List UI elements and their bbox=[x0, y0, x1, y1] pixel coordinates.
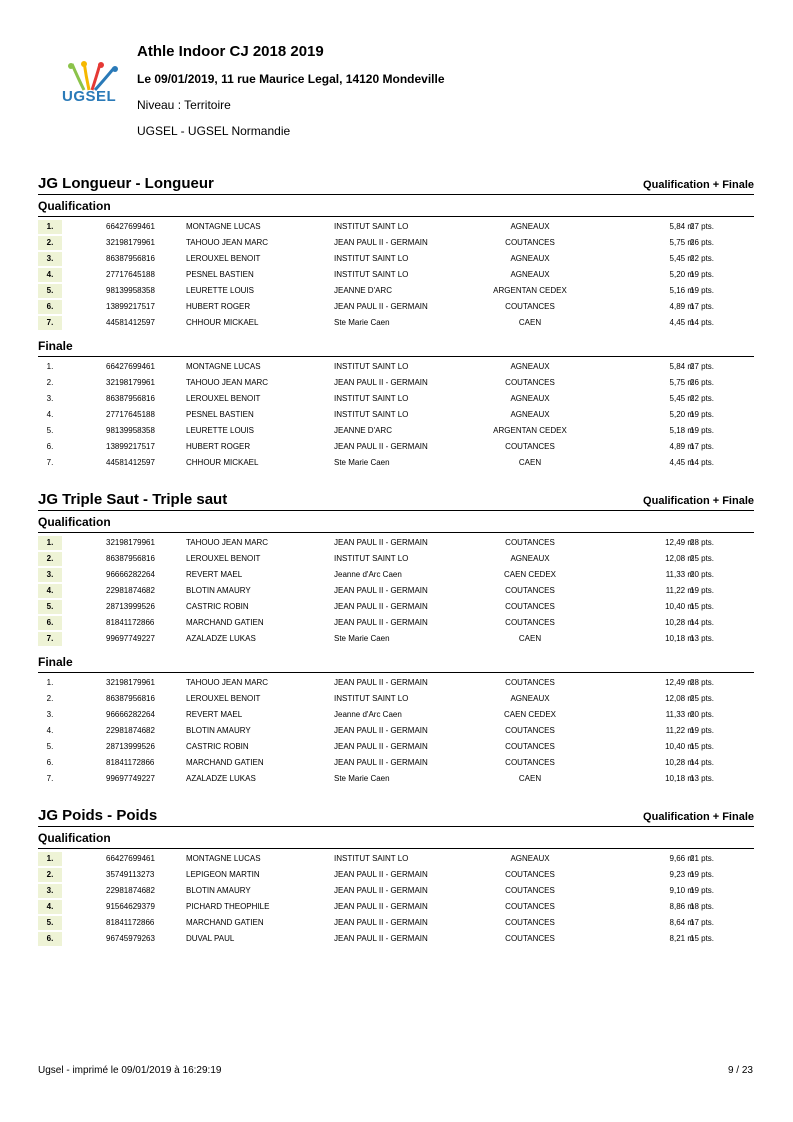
rank-cell: 1. bbox=[46, 678, 54, 687]
rank-cell: 6. bbox=[38, 300, 62, 314]
city-cell: CAEN bbox=[518, 318, 542, 327]
city-cell: AGNEAUX bbox=[510, 410, 550, 419]
points-cell: 26 pts. bbox=[690, 238, 715, 247]
points-cell: 19 pts. bbox=[690, 586, 715, 595]
event-title: JG Triple Saut - Triple saut bbox=[38, 491, 228, 508]
city-cell: COUTANCES bbox=[505, 726, 555, 735]
rank-cell: 5. bbox=[46, 426, 54, 435]
points-cell: 28 pts. bbox=[690, 538, 715, 547]
license-cell: 81841172866 bbox=[106, 918, 155, 927]
license-cell: 44581412597 bbox=[106, 458, 155, 467]
event-longueur bbox=[38, 174, 754, 471]
table-row bbox=[38, 851, 754, 867]
club-cell: JEAN PAUL II - GERMAIN bbox=[334, 538, 428, 547]
results-list bbox=[38, 359, 754, 471]
points-cell: 21 pts. bbox=[690, 854, 715, 863]
athlete-name-cell: AZALADZE LUKAS bbox=[186, 634, 256, 643]
results-list bbox=[38, 535, 754, 647]
performance-cell: 10,18 m bbox=[665, 634, 694, 643]
rank-cell: 6. bbox=[38, 616, 62, 630]
points-cell: 26 pts. bbox=[690, 378, 715, 387]
rank-cell: 2. bbox=[46, 694, 54, 703]
table-row bbox=[38, 251, 754, 267]
table-row bbox=[38, 235, 754, 251]
license-cell: 22981874682 bbox=[106, 726, 155, 735]
event-title: JG Poids - Poids bbox=[38, 807, 158, 824]
meeting-organization: UGSEL - UGSEL Normandie bbox=[137, 124, 291, 138]
points-cell: 19 pts. bbox=[690, 286, 715, 295]
club-cell: JEAN PAUL II - GERMAIN bbox=[334, 902, 428, 911]
city-cell: AGNEAUX bbox=[510, 254, 550, 263]
performance-cell: 10,18 m bbox=[665, 774, 694, 783]
license-cell: 66427699461 bbox=[106, 854, 155, 863]
city-cell: ARGENTAN CEDEX bbox=[493, 286, 567, 295]
performance-cell: 10,28 m bbox=[665, 758, 694, 767]
athlete-name-cell: LEROUXEL BENOIT bbox=[186, 694, 261, 703]
club-cell: JEAN PAUL II - GERMAIN bbox=[334, 238, 428, 247]
license-cell: 28713999526 bbox=[106, 602, 155, 611]
athlete-name-cell: MONTAGNE LUCAS bbox=[186, 362, 261, 371]
club-cell: INSTITUT SAINT LO bbox=[334, 222, 409, 231]
license-cell: 35749113273 bbox=[106, 870, 155, 879]
rank-cell: 6. bbox=[46, 758, 54, 767]
athlete-name-cell: CASTRIC ROBIN bbox=[186, 602, 249, 611]
table-row bbox=[38, 391, 754, 407]
city-cell: COUTANCES bbox=[505, 442, 555, 451]
performance-cell: 11,22 m bbox=[665, 726, 694, 735]
rank-cell: 2. bbox=[46, 378, 54, 387]
rank-cell: 5. bbox=[38, 600, 62, 614]
club-cell: INSTITUT SAINT LO bbox=[334, 362, 409, 371]
license-cell: 27717645188 bbox=[106, 410, 155, 419]
athlete-name-cell: CASTRIC ROBIN bbox=[186, 742, 249, 751]
rank-cell: 3. bbox=[38, 252, 62, 266]
meeting-date-address: Le 09/01/2019, 11 rue Maurice Legal, 14120 Mondeville bbox=[137, 72, 445, 86]
performance-cell: 12,08 m bbox=[665, 554, 694, 563]
license-cell: 32198179961 bbox=[106, 538, 155, 547]
club-cell: JEAN PAUL II - GERMAIN bbox=[334, 886, 428, 895]
club-cell: Jeanne d'Arc Caen bbox=[334, 710, 402, 719]
city-cell: COUTANCES bbox=[505, 758, 555, 767]
points-cell: 18 pts. bbox=[690, 902, 715, 911]
rank-cell: 4. bbox=[38, 268, 62, 282]
club-cell: JEAN PAUL II - GERMAIN bbox=[334, 934, 428, 943]
license-cell: 86387956816 bbox=[106, 254, 155, 263]
club-cell: JEAN PAUL II - GERMAIN bbox=[334, 870, 428, 879]
points-cell: 14 pts. bbox=[690, 758, 715, 767]
phase-title: Qualification bbox=[38, 197, 754, 217]
points-cell: 14 pts. bbox=[690, 618, 715, 627]
athlete-name-cell: BLOTIN AMAURY bbox=[186, 586, 251, 595]
table-row bbox=[38, 631, 754, 647]
rank-cell: 1. bbox=[38, 220, 62, 234]
performance-cell: 12,49 m bbox=[665, 538, 694, 547]
table-row bbox=[38, 675, 754, 691]
points-cell: 19 pts. bbox=[690, 870, 715, 879]
athlete-name-cell: TAHOUO JEAN MARC bbox=[186, 238, 269, 247]
city-cell: ARGENTAN CEDEX bbox=[493, 426, 567, 435]
athlete-name-cell: CHHOUR MICKAEL bbox=[186, 458, 259, 467]
performance-cell: 9,23 m bbox=[669, 870, 694, 879]
rank-cell: 1. bbox=[38, 536, 62, 550]
rank-cell: 1. bbox=[46, 362, 54, 371]
license-cell: 66427699461 bbox=[106, 362, 155, 371]
city-cell: COUTANCES bbox=[505, 586, 555, 595]
license-cell: 98139958358 bbox=[106, 426, 155, 435]
license-cell: 96666282264 bbox=[106, 570, 155, 579]
event-mode: Qualification + Finale bbox=[643, 495, 754, 507]
club-cell: JEAN PAUL II - GERMAIN bbox=[334, 586, 428, 595]
table-row bbox=[38, 723, 754, 739]
athlete-name-cell: LEROUXEL BENOIT bbox=[186, 254, 261, 263]
page-number: 9 / 23 bbox=[727, 1065, 753, 1076]
table-row bbox=[38, 739, 754, 755]
city-cell: COUTANCES bbox=[505, 602, 555, 611]
rank-cell: 7. bbox=[46, 458, 54, 467]
athlete-name-cell: LEPIGEON MARTIN bbox=[186, 870, 260, 879]
points-cell: 15 pts. bbox=[690, 742, 715, 751]
city-cell: COUTANCES bbox=[505, 918, 555, 927]
rank-cell: 3. bbox=[46, 710, 54, 719]
city-cell: AGNEAUX bbox=[510, 362, 550, 371]
event-poids bbox=[38, 806, 754, 947]
phase-title: Qualification bbox=[38, 829, 754, 849]
rank-cell: 3. bbox=[38, 568, 62, 582]
rank-cell: 2. bbox=[38, 552, 62, 566]
city-cell: AGNEAUX bbox=[510, 694, 550, 703]
performance-cell: 10,40 m bbox=[665, 602, 694, 611]
athlete-name-cell: TAHOUO JEAN MARC bbox=[186, 538, 269, 547]
rank-cell: 5. bbox=[38, 916, 62, 930]
license-cell: 98139958358 bbox=[106, 286, 155, 295]
city-cell: COUTANCES bbox=[505, 886, 555, 895]
club-cell: JEAN PAUL II - GERMAIN bbox=[334, 726, 428, 735]
club-cell: JEAN PAUL II - GERMAIN bbox=[334, 618, 428, 627]
athlete-name-cell: MONTAGNE LUCAS bbox=[186, 222, 261, 231]
rank-cell: 7. bbox=[46, 774, 54, 783]
club-cell: JEANNE D'ARC bbox=[334, 286, 392, 295]
points-cell: 13 pts. bbox=[690, 774, 715, 783]
club-cell: JEAN PAUL II - GERMAIN bbox=[334, 918, 428, 927]
license-cell: 32198179961 bbox=[106, 238, 155, 247]
points-cell: 15 pts. bbox=[690, 602, 715, 611]
performance-cell: 10,28 m bbox=[665, 618, 694, 627]
club-cell: JEAN PAUL II - GERMAIN bbox=[334, 442, 428, 451]
athlete-name-cell: MARCHAND GATIEN bbox=[186, 758, 264, 767]
performance-cell: 5,20 m bbox=[669, 270, 694, 279]
table-row bbox=[38, 867, 754, 883]
license-cell: 32198179961 bbox=[106, 678, 155, 687]
event-title: JG Longueur - Longueur bbox=[38, 175, 214, 192]
athlete-name-cell: REVERT MAEL bbox=[186, 710, 243, 719]
event-mode: Qualification + Finale bbox=[643, 179, 754, 191]
points-cell: 19 pts. bbox=[690, 270, 715, 279]
club-cell: INSTITUT SAINT LO bbox=[334, 270, 409, 279]
city-cell: COUTANCES bbox=[505, 902, 555, 911]
points-cell: 25 pts. bbox=[690, 554, 715, 563]
club-cell: INSTITUT SAINT LO bbox=[334, 394, 409, 403]
table-row bbox=[38, 267, 754, 283]
table-row bbox=[38, 931, 754, 947]
club-cell: JEAN PAUL II - GERMAIN bbox=[334, 742, 428, 751]
city-cell: CAEN bbox=[518, 634, 542, 643]
rank-cell: 7. bbox=[38, 316, 62, 330]
points-cell: 20 pts. bbox=[690, 710, 715, 719]
performance-cell: 10,40 m bbox=[665, 742, 694, 751]
performance-cell: 4,89 m bbox=[669, 302, 694, 311]
points-cell: 14 pts. bbox=[690, 458, 715, 467]
athlete-name-cell: LEROUXEL BENOIT bbox=[186, 394, 261, 403]
rank-cell: 5. bbox=[38, 284, 62, 298]
city-cell: CAEN bbox=[518, 774, 542, 783]
phase-title: Finale bbox=[38, 337, 754, 357]
results-list bbox=[38, 675, 754, 787]
city-cell: COUTANCES bbox=[505, 934, 555, 943]
points-cell: 13 pts. bbox=[690, 634, 715, 643]
license-cell: 96666282264 bbox=[106, 710, 155, 719]
club-cell: Ste Marie Caen bbox=[334, 318, 390, 327]
table-row bbox=[38, 219, 754, 235]
performance-cell: 12,49 m bbox=[665, 678, 694, 687]
performance-cell: 4,45 m bbox=[669, 458, 694, 467]
event-triple-saut bbox=[38, 490, 754, 787]
rank-cell: 1. bbox=[38, 852, 62, 866]
city-cell: AGNEAUX bbox=[510, 222, 550, 231]
athlete-name-cell: BLOTIN AMAURY bbox=[186, 886, 251, 895]
performance-cell: 11,33 m bbox=[665, 710, 694, 719]
athlete-name-cell: AZALADZE LUKAS bbox=[186, 774, 256, 783]
table-row bbox=[38, 755, 754, 771]
license-cell: 86387956816 bbox=[106, 694, 155, 703]
license-cell: 13899217517 bbox=[106, 302, 155, 311]
athlete-name-cell: HUBERT ROGER bbox=[186, 302, 251, 311]
city-cell: COUTANCES bbox=[505, 302, 555, 311]
phase-title: Qualification bbox=[38, 513, 754, 533]
logo-text: UGSEL bbox=[62, 88, 117, 105]
points-cell: 17 pts. bbox=[690, 442, 715, 451]
city-cell: COUTANCES bbox=[505, 238, 555, 247]
city-cell: CAEN CEDEX bbox=[503, 570, 556, 579]
rank-cell: 2. bbox=[38, 868, 62, 882]
athlete-name-cell: MARCHAND GATIEN bbox=[186, 618, 264, 627]
points-cell: 17 pts. bbox=[690, 918, 715, 927]
table-row bbox=[38, 375, 754, 391]
city-cell: AGNEAUX bbox=[510, 394, 550, 403]
table-row bbox=[38, 455, 754, 471]
performance-cell: 5,84 m bbox=[669, 362, 694, 371]
performance-cell: 11,22 m bbox=[665, 586, 694, 595]
club-cell: INSTITUT SAINT LO bbox=[334, 254, 409, 263]
license-cell: 27717645188 bbox=[106, 270, 155, 279]
athlete-name-cell: REVERT MAEL bbox=[186, 570, 243, 579]
rank-cell: 2. bbox=[38, 236, 62, 250]
table-row bbox=[38, 535, 754, 551]
rank-cell: 4. bbox=[38, 584, 62, 598]
athlete-name-cell: MONTAGNE LUCAS bbox=[186, 854, 261, 863]
license-cell: 44581412597 bbox=[106, 318, 155, 327]
points-cell: 22 pts. bbox=[690, 254, 715, 263]
athlete-name-cell: LEROUXEL BENOIT bbox=[186, 554, 261, 563]
club-cell: INSTITUT SAINT LO bbox=[334, 854, 409, 863]
performance-cell: 5,20 m bbox=[669, 410, 694, 419]
points-cell: 27 pts. bbox=[690, 222, 715, 231]
performance-cell: 5,45 m bbox=[669, 254, 694, 263]
city-cell: CAEN bbox=[518, 458, 542, 467]
rank-cell: 6. bbox=[46, 442, 54, 451]
license-cell: 32198179961 bbox=[106, 378, 155, 387]
city-cell: COUTANCES bbox=[505, 678, 555, 687]
performance-cell: 8,86 m bbox=[669, 902, 694, 911]
rank-cell: 4. bbox=[46, 726, 54, 735]
points-cell: 17 pts. bbox=[690, 302, 715, 311]
athlete-name-cell: LEURETTE LOUIS bbox=[186, 426, 255, 435]
club-cell: JEANNE D'ARC bbox=[334, 426, 392, 435]
points-cell: 19 pts. bbox=[690, 410, 715, 419]
points-cell: 19 pts. bbox=[690, 726, 715, 735]
club-cell: JEAN PAUL II - GERMAIN bbox=[334, 602, 428, 611]
club-cell: Jeanne d'Arc Caen bbox=[334, 570, 402, 579]
city-cell: AGNEAUX bbox=[510, 854, 550, 863]
club-cell: Ste Marie Caen bbox=[334, 634, 390, 643]
performance-cell: 4,89 m bbox=[669, 442, 694, 451]
table-row bbox=[38, 583, 754, 599]
city-cell: CAEN CEDEX bbox=[503, 710, 556, 719]
performance-cell: 8,21 m bbox=[669, 934, 694, 943]
athlete-name-cell: TAHOUO JEAN MARC bbox=[186, 678, 269, 687]
club-cell: JEAN PAUL II - GERMAIN bbox=[334, 678, 428, 687]
table-row bbox=[38, 299, 754, 315]
table-row bbox=[38, 423, 754, 439]
points-cell: 19 pts. bbox=[690, 426, 715, 435]
table-row bbox=[38, 551, 754, 567]
club-cell: INSTITUT SAINT LO bbox=[334, 410, 409, 419]
rank-cell: 3. bbox=[38, 884, 62, 898]
table-row bbox=[38, 599, 754, 615]
table-row bbox=[38, 899, 754, 915]
city-cell: COUTANCES bbox=[505, 618, 555, 627]
points-cell: 19 pts. bbox=[690, 886, 715, 895]
points-cell: 28 pts. bbox=[690, 678, 715, 687]
city-cell: AGNEAUX bbox=[510, 270, 550, 279]
table-row bbox=[38, 315, 754, 331]
table-row bbox=[38, 283, 754, 299]
license-cell: 22981874682 bbox=[106, 886, 155, 895]
table-row bbox=[38, 883, 754, 899]
athlete-name-cell: PICHARD THEOPHILE bbox=[186, 902, 270, 911]
results-list bbox=[38, 851, 754, 947]
rank-cell: 7. bbox=[38, 632, 62, 646]
table-row bbox=[38, 691, 754, 707]
athlete-name-cell: CHHOUR MICKAEL bbox=[186, 318, 259, 327]
club-cell: Ste Marie Caen bbox=[334, 458, 390, 467]
athlete-name-cell: MARCHAND GATIEN bbox=[186, 918, 264, 927]
license-cell: 99697749227 bbox=[106, 774, 155, 783]
license-cell: 66427699461 bbox=[106, 222, 155, 231]
license-cell: 81841172866 bbox=[106, 618, 155, 627]
performance-cell: 8,64 m bbox=[669, 918, 694, 927]
table-row bbox=[38, 615, 754, 631]
city-cell: COUTANCES bbox=[505, 538, 555, 547]
table-row bbox=[38, 359, 754, 375]
performance-cell: 9,10 m bbox=[669, 886, 694, 895]
athlete-name-cell: TAHOUO JEAN MARC bbox=[186, 378, 269, 387]
city-cell: COUTANCES bbox=[505, 870, 555, 879]
performance-cell: 5,84 m bbox=[669, 222, 694, 231]
phase-title: Finale bbox=[38, 653, 754, 673]
performance-cell: 5,45 m bbox=[669, 394, 694, 403]
city-cell: COUTANCES bbox=[505, 378, 555, 387]
athlete-name-cell: PESNEL BASTIEN bbox=[186, 410, 254, 419]
license-cell: 81841172866 bbox=[106, 758, 155, 767]
table-row bbox=[38, 407, 754, 423]
table-row bbox=[38, 707, 754, 723]
table-row bbox=[38, 771, 754, 787]
performance-cell: 5,75 m bbox=[669, 238, 694, 247]
results-list bbox=[38, 219, 754, 331]
city-cell: AGNEAUX bbox=[510, 554, 550, 563]
athlete-name-cell: BLOTIN AMAURY bbox=[186, 726, 251, 735]
club-cell: JEAN PAUL II - GERMAIN bbox=[334, 302, 428, 311]
athlete-name-cell: HUBERT ROGER bbox=[186, 442, 251, 451]
rank-cell: 4. bbox=[38, 900, 62, 914]
athlete-name-cell: PESNEL BASTIEN bbox=[186, 270, 254, 279]
club-cell: INSTITUT SAINT LO bbox=[334, 694, 409, 703]
athlete-name-cell: LEURETTE LOUIS bbox=[186, 286, 255, 295]
performance-cell: 12,08 m bbox=[665, 694, 694, 703]
rank-cell: 5. bbox=[46, 742, 54, 751]
event-mode: Qualification + Finale bbox=[643, 811, 754, 823]
performance-cell: 5,75 m bbox=[669, 378, 694, 387]
city-cell: COUTANCES bbox=[505, 742, 555, 751]
performance-cell: 9,66 m bbox=[669, 854, 694, 863]
rank-cell: 6. bbox=[38, 932, 62, 946]
club-cell: JEAN PAUL II - GERMAIN bbox=[334, 758, 428, 767]
rank-cell: 3. bbox=[46, 394, 54, 403]
points-cell: 20 pts. bbox=[690, 570, 715, 579]
performance-cell: 5,18 m bbox=[669, 426, 694, 435]
rank-cell: 4. bbox=[46, 410, 54, 419]
license-cell: 91564629379 bbox=[106, 902, 155, 911]
club-cell: JEAN PAUL II - GERMAIN bbox=[334, 378, 428, 387]
license-cell: 28713999526 bbox=[106, 742, 155, 751]
meeting-title: Athle Indoor CJ 2018 2019 bbox=[137, 43, 324, 60]
license-cell: 22981874682 bbox=[106, 586, 155, 595]
points-cell: 15 pts. bbox=[690, 934, 715, 943]
performance-cell: 5,16 m bbox=[669, 286, 694, 295]
points-cell: 14 pts. bbox=[690, 318, 715, 327]
points-cell: 22 pts. bbox=[690, 394, 715, 403]
print-timestamp: Ugsel - imprimé le 09/01/2019 à 16:29:19 bbox=[38, 1065, 222, 1076]
license-cell: 96745979263 bbox=[106, 934, 155, 943]
meeting-level: Niveau : Territoire bbox=[137, 98, 231, 112]
license-cell: 86387956816 bbox=[106, 554, 155, 563]
license-cell: 13899217517 bbox=[106, 442, 155, 451]
performance-cell: 11,33 m bbox=[665, 570, 694, 579]
license-cell: 86387956816 bbox=[106, 394, 155, 403]
license-cell: 99697749227 bbox=[106, 634, 155, 643]
table-row bbox=[38, 567, 754, 583]
points-cell: 25 pts. bbox=[690, 694, 715, 703]
points-cell: 27 pts. bbox=[690, 362, 715, 371]
club-cell: INSTITUT SAINT LO bbox=[334, 554, 409, 563]
table-row bbox=[38, 439, 754, 455]
table-row bbox=[38, 915, 754, 931]
athlete-name-cell: DUVAL PAUL bbox=[186, 934, 235, 943]
performance-cell: 4,45 m bbox=[669, 318, 694, 327]
club-cell: Ste Marie Caen bbox=[334, 774, 390, 783]
